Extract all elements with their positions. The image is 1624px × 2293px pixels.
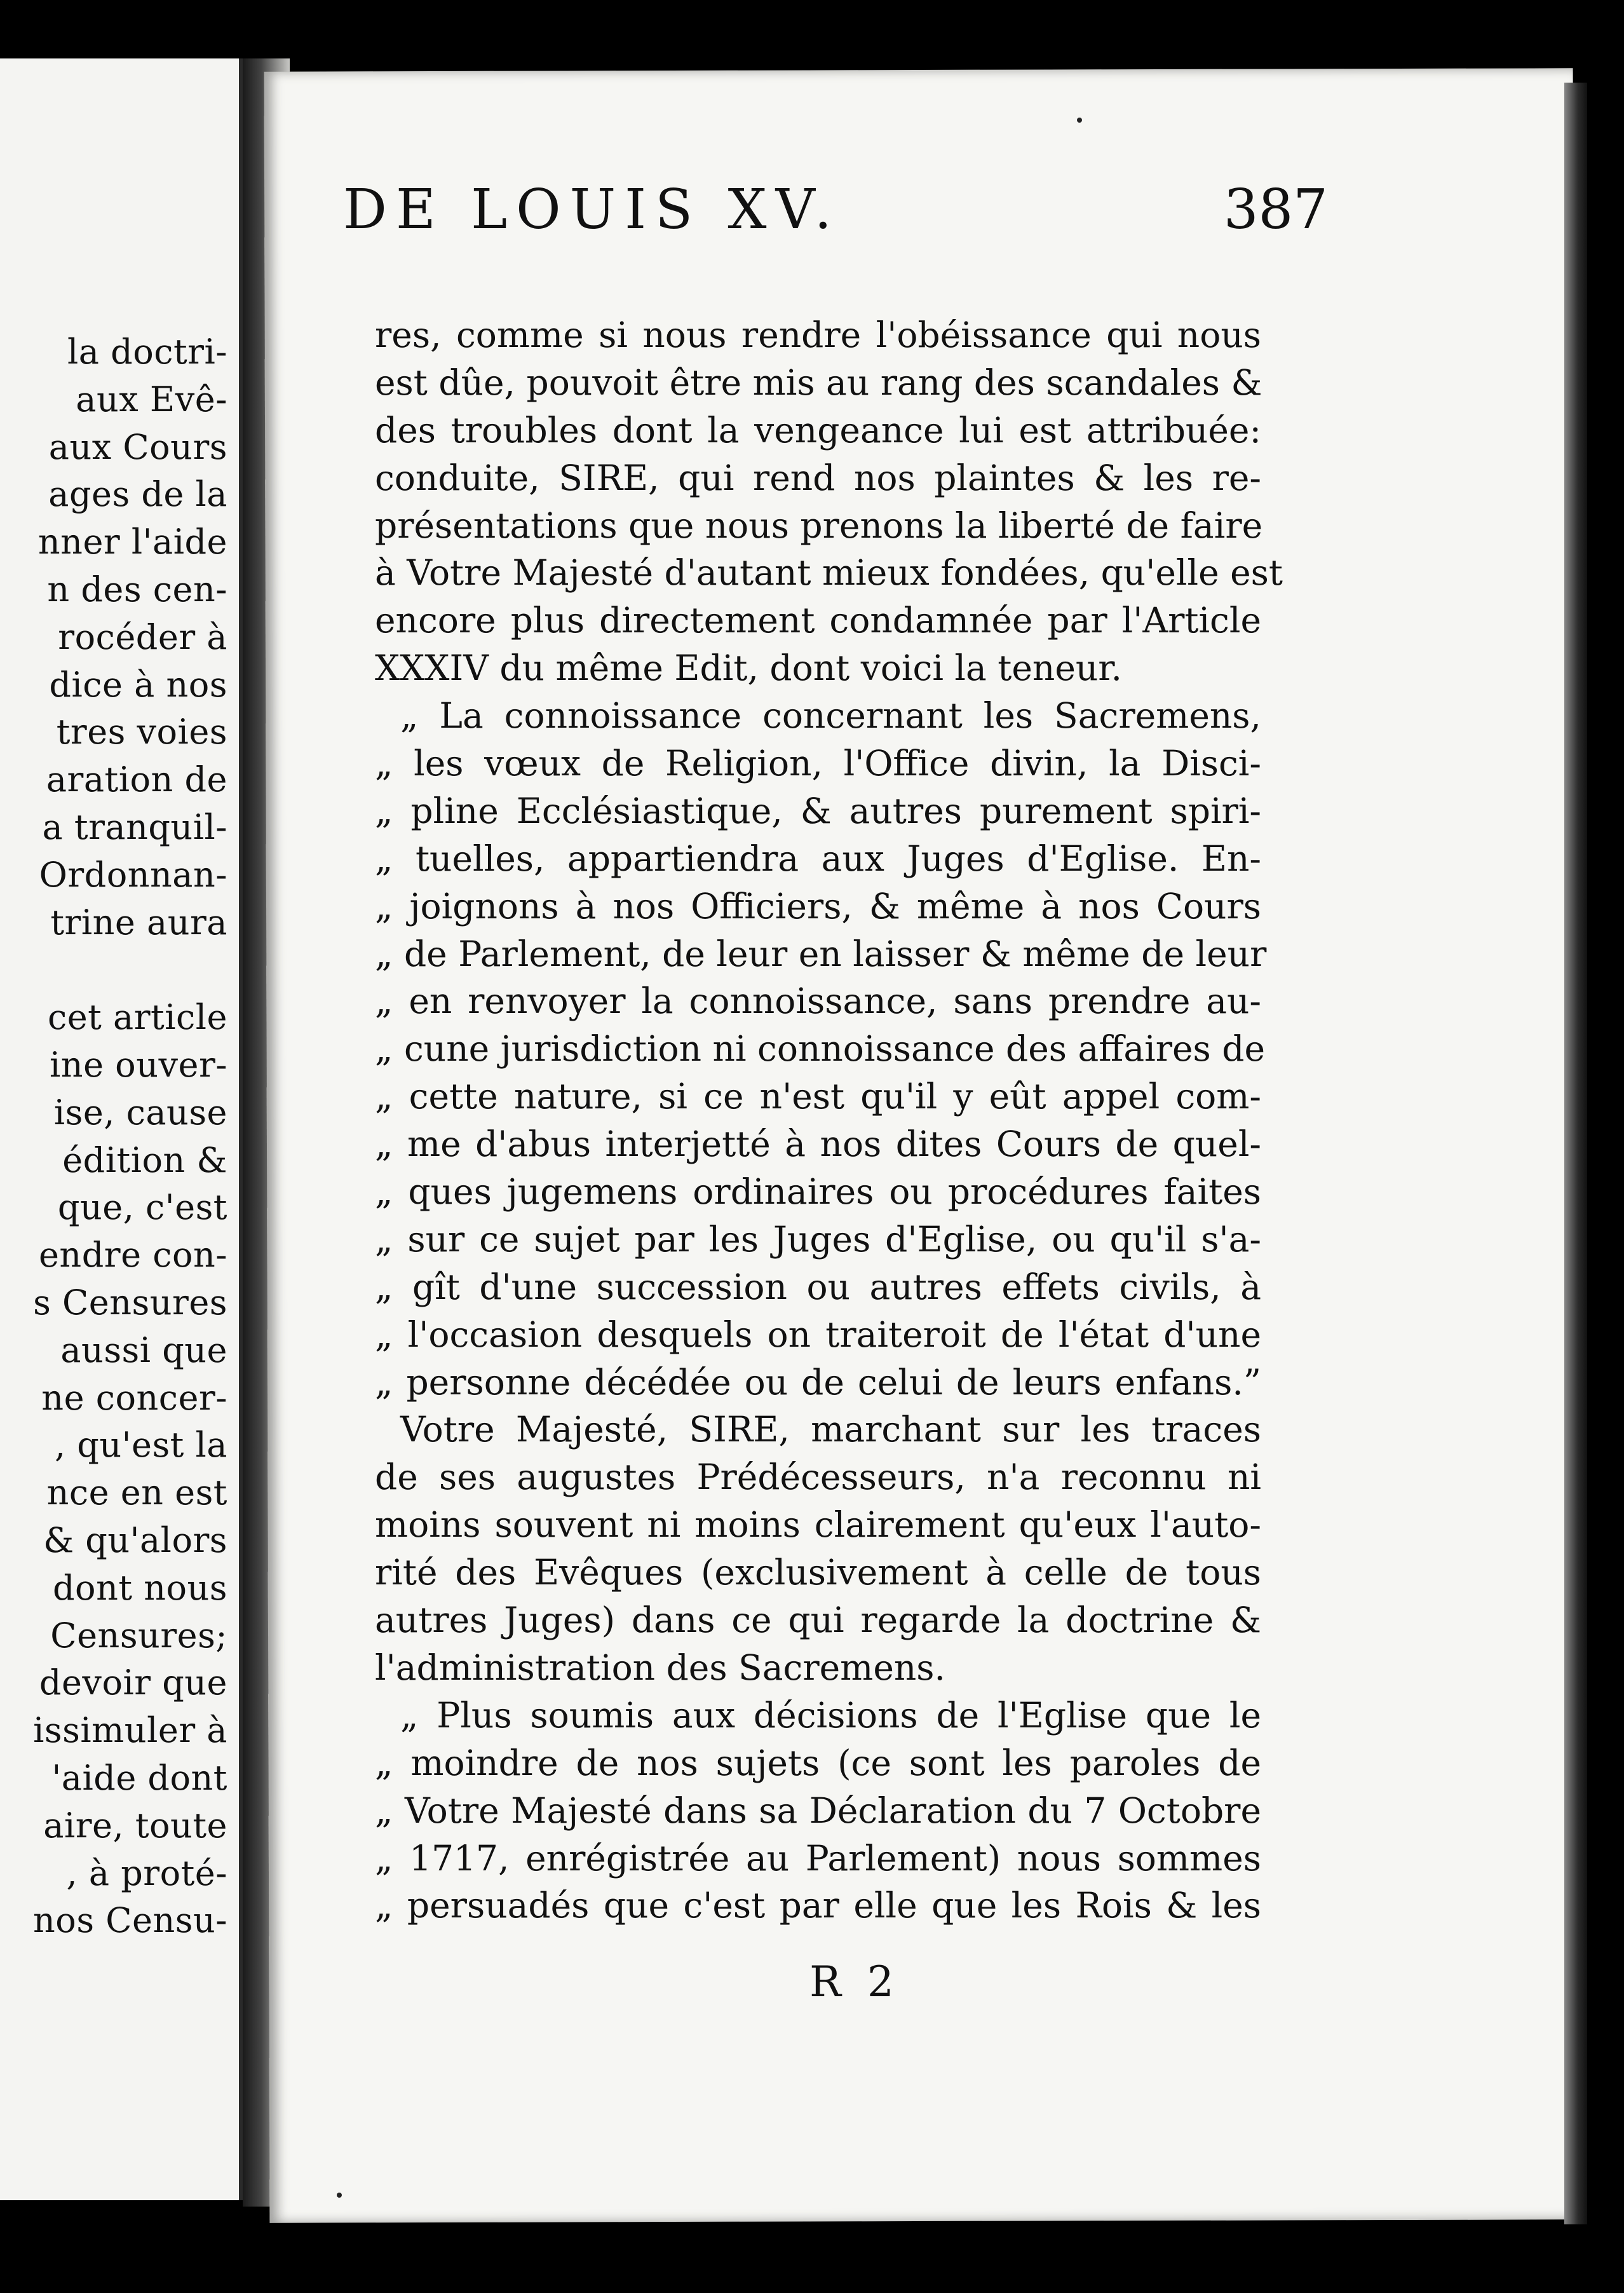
text-line: „ tuelles, appartiendra aux Juges d'Eglise. En-: [375, 838, 1261, 879]
left-page-line: aux Evê-: [76, 379, 227, 419]
left-page-line: ine ouver-: [50, 1044, 227, 1085]
text-line: encore plus directement condamnée par l'Article: [375, 600, 1261, 641]
text-line: autres Juges) dans ce qui regarde la doctrine &: [375, 1600, 1261, 1641]
text-line: „ l'occasion desquels on traiteroit de l'état d'une: [375, 1314, 1261, 1355]
text-line: l'administration des Sacremens.: [375, 1647, 945, 1688]
left-page-line: endre con-: [38, 1235, 227, 1276]
left-page-line: cet article: [47, 997, 227, 1038]
left-page-line: s Censures: [33, 1282, 227, 1323]
left-page-line: dice à nos: [49, 664, 227, 705]
left-page-line: aussi que: [60, 1330, 227, 1370]
text-line: rité des Evêques (exclusivement à celle de tous: [375, 1552, 1261, 1593]
text-line: „ persuadés que c'est par elle que les Rois & les: [375, 1885, 1261, 1926]
left-page-line: a tranquil-: [42, 806, 227, 847]
left-page-line: la doctri-: [67, 332, 227, 372]
page-edge: [1564, 83, 1587, 2224]
text-line: „ cette nature, si ce n'est qu'il y eût appel com-: [375, 1076, 1261, 1117]
text-line: „ en renvoyer la connoissance, sans prendre au-: [375, 981, 1261, 1022]
text-line: „ cune jurisdiction ni connoissance des affaires de: [375, 1028, 1266, 1070]
left-page-line: trine aura: [50, 902, 227, 942]
page-header: [343, 178, 1328, 248]
signature-mark-container: [0, 1957, 1624, 2006]
running-head: DE LOUIS XV.: [343, 178, 841, 242]
text-line: moins souvent ni moins clairement qu'eux l'auto-: [375, 1504, 1261, 1546]
text-line: „ 1717, enrégistrée au Parlement) nous sommes: [375, 1837, 1261, 1879]
left-page-line: rocéder à: [58, 616, 227, 657]
text-line: XXXIV du même Edit, dont voici la teneur.: [375, 648, 1123, 689]
left-page-line: aire, toute: [43, 1805, 227, 1846]
left-page-line: ise, cause: [53, 1092, 227, 1133]
text-line: est dûe, pouvoit être mis au rang des scandales &: [375, 362, 1262, 403]
left-page-line: nce en est: [46, 1473, 227, 1513]
left-page-line: ages de la: [48, 474, 227, 515]
left-page-line: & qu'alors: [43, 1520, 227, 1560]
text-line: „ ques jugemens ordinaires ou procédures faites: [375, 1171, 1261, 1213]
left-page-line: 'aide dont: [51, 1757, 227, 1798]
left-page-line: édition &: [62, 1140, 227, 1180]
left-page-line: Ordonnan-: [39, 854, 227, 895]
text-line: „ personne décédée ou de celui de leurs enfans.”: [375, 1361, 1261, 1403]
text-line: des troubles dont la vengeance lui est attribuée:: [375, 409, 1261, 451]
text-line: Votre Majesté, SIRE, marchant sur les traces: [400, 1409, 1261, 1450]
text-line: de ses augustes Prédécesseurs, n'a reconnu ni: [375, 1457, 1261, 1498]
text-line: „ les vœux de Religion, l'Office divin, la Disci-: [375, 743, 1261, 784]
text-line: conduite, SIRE, qui rend nos plaintes & les re-: [375, 457, 1261, 498]
left-page-line: devoir que: [39, 1663, 227, 1703]
left-page-line: ne concer-: [41, 1377, 227, 1418]
left-page-line: nner l'aide: [37, 522, 227, 562]
text-line: présentations que nous prenons la liberté de faire: [375, 505, 1263, 546]
body-text: [375, 311, 1283, 1929]
text-line: res, comme si nous rendre l'obéissance qui nous: [375, 315, 1261, 355]
left-page-line: que, c'est: [57, 1187, 227, 1228]
left-page-line: [0, 946, 227, 994]
left-page: [0, 58, 243, 2200]
page-number: 387: [1223, 178, 1328, 242]
signature-mark: R 2: [809, 1957, 900, 2006]
text-line: „ gît d'une succession ou autres effets civils, à: [375, 1266, 1261, 1307]
text-line: „ Votre Majesté dans sa Déclaration du 7 Octobre: [375, 1790, 1261, 1831]
ink-speck: [1077, 118, 1082, 123]
ink-speck: [337, 2193, 342, 2198]
left-page-line: nos Censu-: [33, 1900, 227, 1941]
text-line: „ moindre de nos sujets (ce sont les paroles de: [375, 1742, 1261, 1783]
text-line: „ de Parlement, de leur en laisser & même de leur: [375, 933, 1267, 974]
text-line: „ La connoissance concernant les Sacremens,: [400, 695, 1261, 737]
text-line: „ me d'abus interjetté à nos dites Cours de quel-: [375, 1124, 1261, 1165]
text-line: „ sur ce sujet par les Juges d'Eglise, ou qu'il s'a-: [375, 1218, 1261, 1260]
left-page-line: n des cen-: [47, 569, 227, 609]
text-line: „ joignons à nos Officiers, & même à nos Cours: [375, 885, 1261, 927]
left-page-line: issimuler à: [33, 1710, 227, 1751]
left-page-line: , à proté-: [66, 1853, 227, 1893]
left-page-line: aux Cours: [48, 426, 227, 467]
text-line: à Votre Majesté d'autant mieux fondées, qu'elle est: [375, 552, 1283, 594]
left-page-line: tres voies: [56, 712, 227, 752]
left-page-line: aration de: [46, 759, 227, 800]
text-line: „ pline Ecclésiastique, & autres purement spiri-: [375, 790, 1261, 831]
left-page-line: Censures;: [50, 1615, 227, 1656]
text-line: „ Plus soumis aux décisions de l'Eglise que le: [400, 1694, 1261, 1736]
left-page-line: , qu'est la: [54, 1425, 227, 1466]
left-page-text: [0, 329, 227, 1945]
left-page-line: dont nous: [52, 1567, 227, 1608]
